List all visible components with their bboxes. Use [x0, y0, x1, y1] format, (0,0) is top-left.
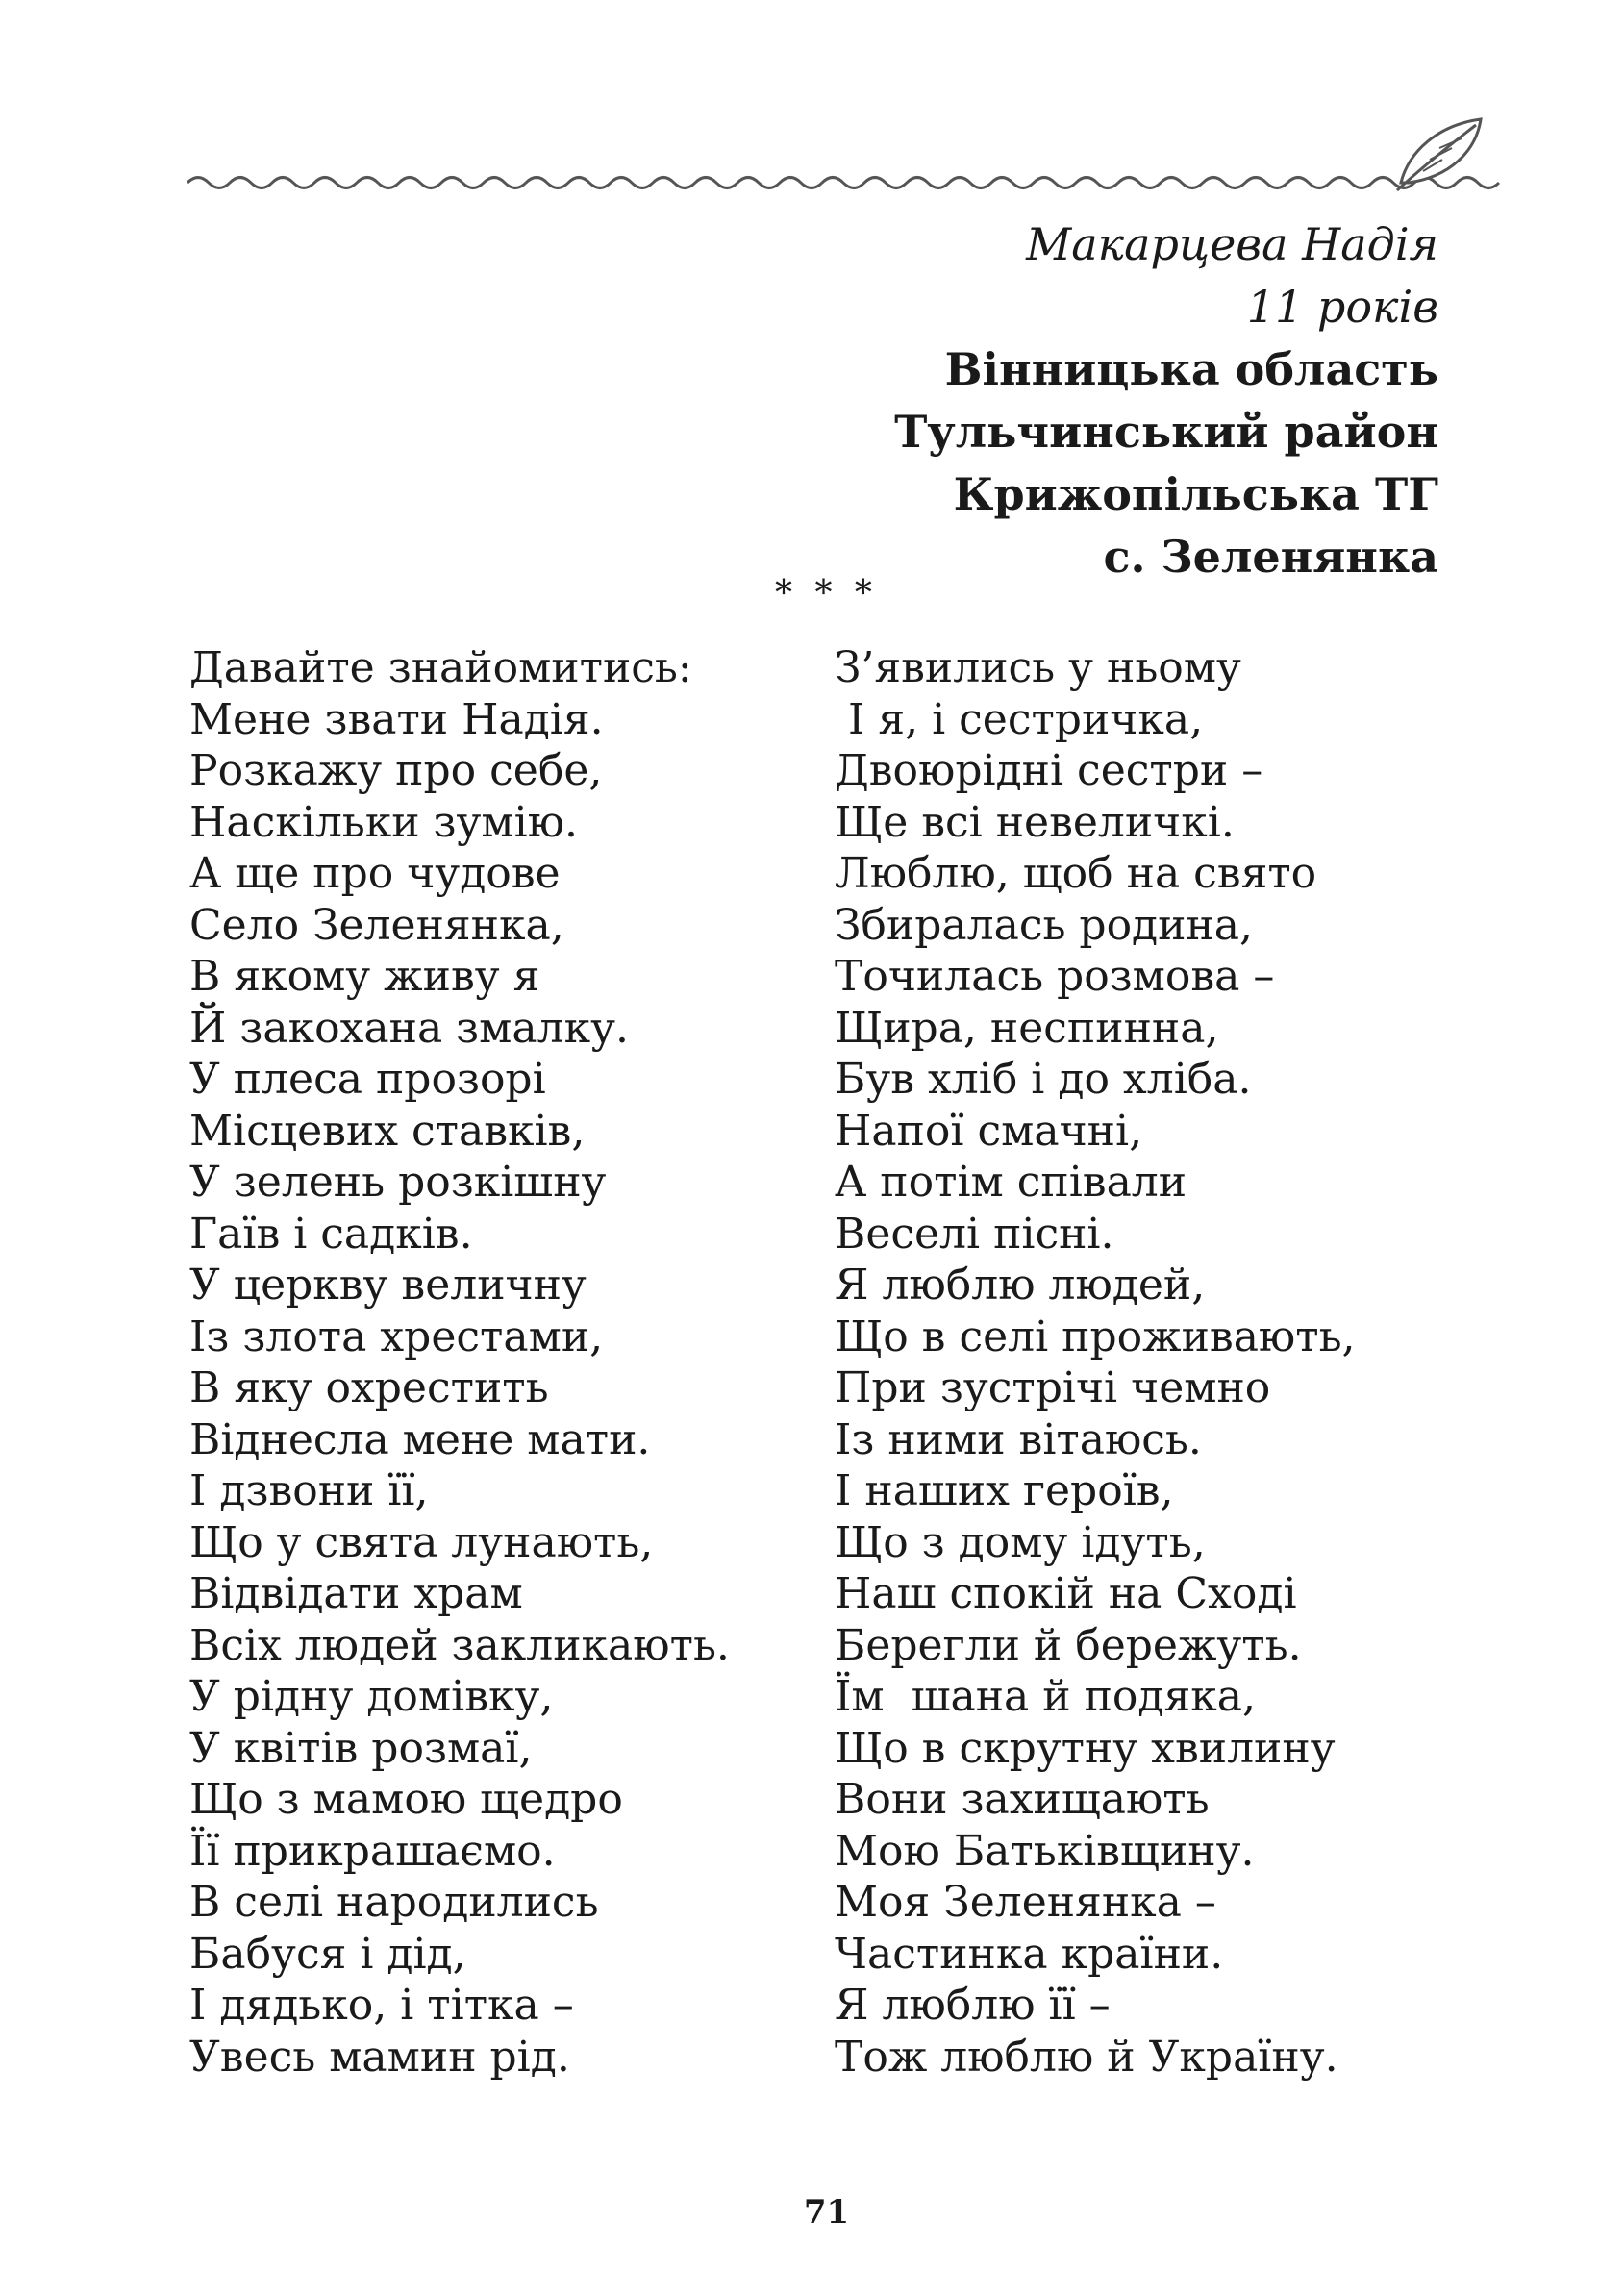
author-community: Крижопільська ТГ — [953, 468, 1438, 520]
poem-line: І дядько, і тітка – — [189, 1981, 574, 2030]
poem-line: Мене звати Надія. — [189, 694, 604, 744]
poem-line: І наших героїв, — [835, 1466, 1174, 1515]
poem-line: Я люблю людей, — [835, 1261, 1206, 1310]
poem-line: Що у свята лунають, — [189, 1517, 654, 1567]
page-number: 71 — [803, 2193, 850, 2232]
poem-line: Люблю, щоб на свято — [835, 849, 1317, 898]
quill-feather-icon — [1397, 119, 1481, 190]
poem-line: Наш спокій на Сході — [835, 1569, 1297, 1618]
poem-line: Веселі пісні. — [835, 1209, 1114, 1259]
poem-line: Що в скрутну хвилину — [835, 1723, 1336, 1773]
poem-line: Що з мамою щедро — [189, 1775, 623, 1824]
poem-line: Увесь мамин рід. — [189, 2032, 570, 2082]
poem-line: У церкву величну — [189, 1261, 587, 1310]
poem-line: Був хліб і до хліба. — [835, 1055, 1252, 1104]
poem-line: Всіх людей закликають. — [189, 1620, 730, 1670]
author-name: Макарцева Надія — [1026, 218, 1438, 270]
poem-line: Я люблю її – — [835, 1981, 1111, 2030]
poem-line: Відвідати храм — [189, 1569, 523, 1618]
poem-line: Двоюрідні сестри – — [835, 746, 1263, 795]
poem-line: Розкажу про себе, — [189, 746, 603, 795]
poem-line: У зелень розкішну — [189, 1158, 607, 1207]
poem-line: Давайте знайомитись: — [189, 643, 692, 692]
poem-line: Точилась розмова – — [835, 952, 1275, 1001]
wavy-line — [187, 178, 1499, 188]
poem-line: Ще всі невеличкі. — [835, 797, 1235, 847]
poem-line: Її прикрашаємо. — [189, 1826, 556, 1876]
poem-right-column — [835, 642, 1356, 2083]
poem-line: З’явились у ньому — [835, 643, 1241, 692]
poem-line: Мою Батьківщину. — [835, 1826, 1255, 1876]
poem-line: І я, і сестричка, — [835, 694, 1204, 744]
poem-line: Збиралась родина, — [835, 900, 1254, 950]
poem-line: Берегли й бережуть. — [835, 1620, 1302, 1670]
poem-line: Напої смачні, — [835, 1106, 1143, 1156]
poem-line: У плеса прозорі — [189, 1055, 546, 1104]
poem-line: У квітів розмаї, — [189, 1723, 533, 1773]
author-age: 11 років — [1246, 281, 1438, 333]
author-village: с. Зеленянка — [1103, 531, 1438, 583]
author-info — [894, 213, 1438, 588]
poem-line: При зустрічі чемно — [835, 1363, 1271, 1412]
poem-line: Щира, неспинна, — [835, 1003, 1219, 1053]
poem-line: У рідну домівку, — [189, 1672, 554, 1721]
poem-line: Із злота хрестами, — [189, 1311, 604, 1361]
poem-line: Що в селі проживають, — [835, 1311, 1356, 1361]
poem-line: Тож люблю й Україну. — [835, 2032, 1338, 2082]
wavy-divider-with-quill — [187, 113, 1505, 210]
poem-line: Село Зеленянка, — [189, 900, 564, 950]
poem-line: Бабуся і дід, — [189, 1929, 466, 1979]
poem-left-column — [189, 642, 730, 2083]
poem-line: Наскільки зумію. — [189, 797, 579, 847]
poem-line: Із ними вітаюсь. — [835, 1414, 1202, 1464]
author-region: Вінницька область — [944, 343, 1438, 395]
poem-separator: * * * — [775, 574, 878, 613]
poem-line: В якому живу я — [189, 952, 540, 1001]
poem-line: Віднесла мене мати. — [189, 1414, 651, 1464]
poem-line: Моя Зеленянка – — [835, 1878, 1216, 1927]
poem-line: Й закохана змалку. — [189, 1003, 629, 1053]
poem-line: Вони захищають — [835, 1775, 1210, 1824]
poem-line: Місцевих ставків, — [189, 1106, 586, 1156]
poem-line: В яку охрестить — [189, 1363, 549, 1412]
poem-line: А ще про чудове — [189, 849, 561, 898]
poem-line: Гаїв і садків. — [189, 1209, 473, 1259]
poem-line: А потім співали — [835, 1158, 1187, 1207]
poem-line: В селі народились — [189, 1878, 599, 1927]
poem-line: Що з дому ідуть, — [835, 1517, 1206, 1567]
poem-line: І дзвони її, — [189, 1466, 429, 1515]
author-district: Тульчинський район — [894, 406, 1438, 458]
poem-line: Їм шана й подяка, — [835, 1672, 1256, 1721]
poem-line: Частинка країни. — [835, 1929, 1224, 1979]
